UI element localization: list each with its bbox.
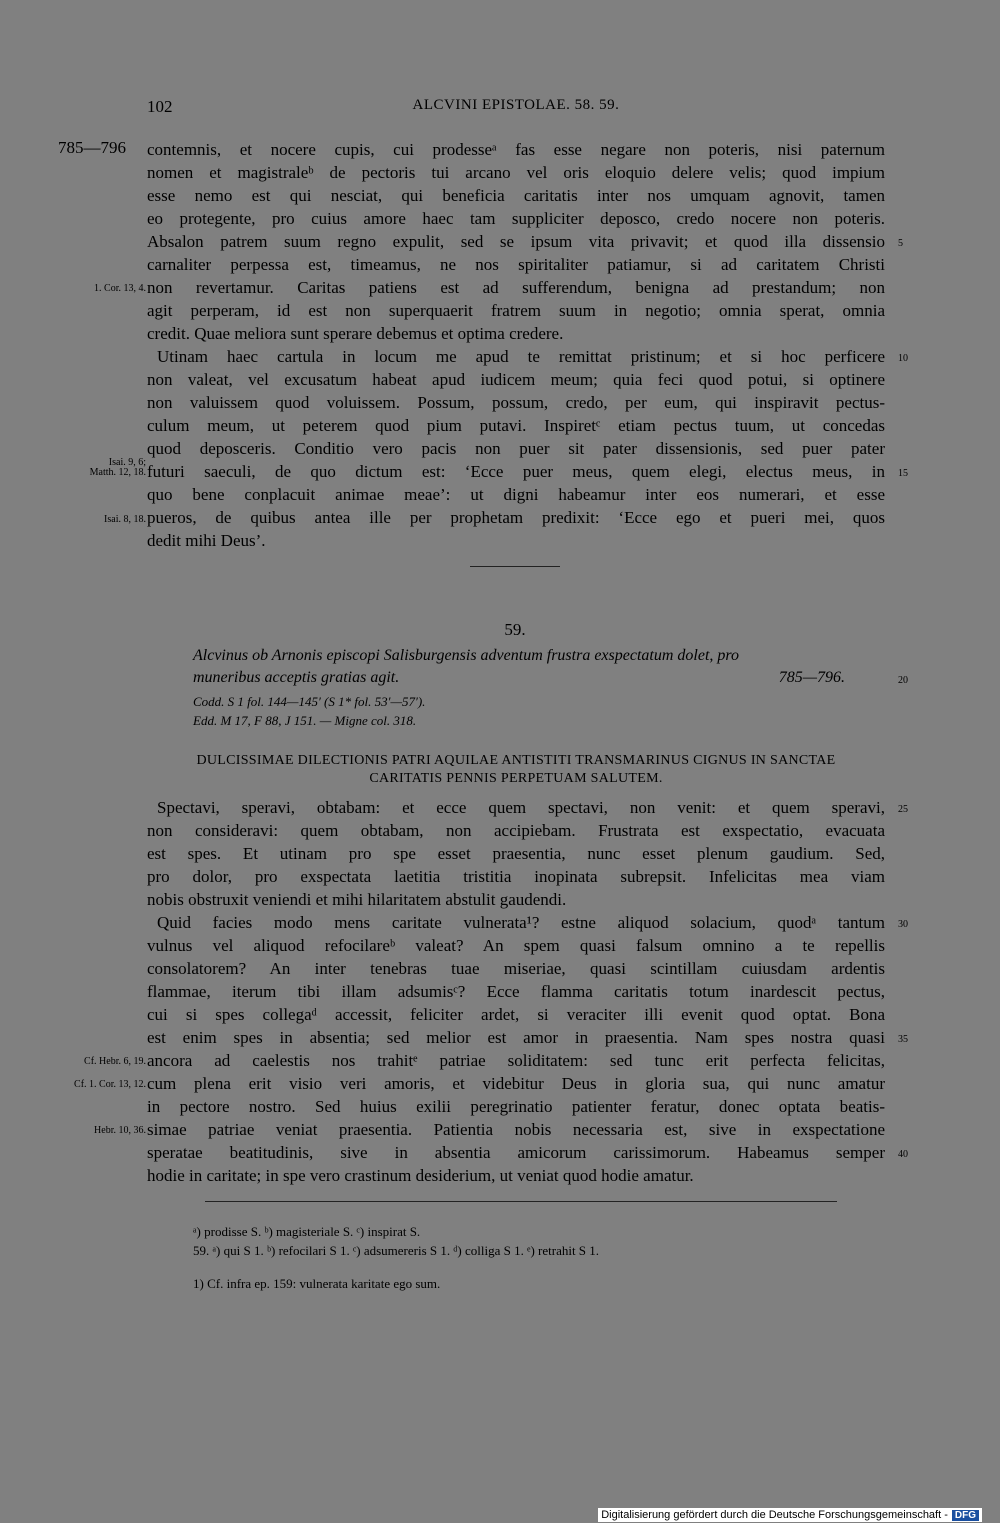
text-line: Quid facies modo mens caritate vulnerata¹? estne aliquod solacium, quodᵃ tantum <box>157 913 885 932</box>
text-line: carnaliter perpessa est, timeamus, ne nos spiritaliter patiamur, si ad caritatem Christi <box>147 255 885 274</box>
summary-date: 785—796. <box>778 669 845 686</box>
margin-reference: Isai. 8, 18. <box>104 514 146 525</box>
margin-reference: Cf. Hebr. 6, 19. <box>84 1056 146 1067</box>
footnote-line: 59. ᵃ) qui S 1. ᵇ) refocilari S 1. ᶜ) adsumereris S 1. ᵈ) colliga S 1. ᵉ) retrahit S 1. <box>193 1243 600 1258</box>
dfg-logo: DFG <box>952 1510 979 1521</box>
summary-text: muneribus acceptis gratias agit. <box>193 669 400 686</box>
text-line: est spes. Et utinam pro spe esset praesentia, nunc esset plenum gaudium. Sed, <box>147 844 885 863</box>
margin-reference: Cf. 1. Cor. 13, 12. <box>74 1079 146 1090</box>
text-line: non valeat, vel excusatum habeat apud iudicem meum; quia feci quod potui, si optinere <box>147 370 885 389</box>
text-line: non consideravi: quem obtabam, non accipiebam. Frustrata est exspectatio, evacuata <box>147 821 885 840</box>
epistle-summary: Alcvinus ob Arnonis episcopi Salisburgensis adventum frustra exspectatum dolet, pro <box>193 647 740 664</box>
text-line: dedit mihi Deus’. <box>147 531 266 550</box>
line-number: 40 <box>898 1149 908 1160</box>
text-line: contemnis, et nocere cupis, cui prodesseᵃ fas esse negare non poteris, nisi paternum <box>147 140 885 159</box>
text-line: vulnus vel aliquod refocilareᵇ valeat? An spem quasi falsum omnino a te repellis <box>147 936 885 955</box>
dfg-credit <box>598 1508 982 1522</box>
margin-reference: Isai. 9, 6; <box>108 457 146 468</box>
epistle-summary-cont <box>193 667 885 689</box>
text-line: consolatorem? An inter tenebras tuae miseriae, quasi scintillam cuiusdam ardentis <box>147 959 885 978</box>
text-line: simae patriae veniat praesentia. Patientia nobis necessaria est, sive in exspectatione <box>147 1120 885 1139</box>
text-line: pro dolor, pro exspectata laetitia tristitia inopinata subrepsit. Infelicitas mea viam <box>147 867 885 886</box>
text-line: esse nemo est qui nesciat, qui beneficia caritatis inter nos umquam agnovit, tamen <box>147 186 885 205</box>
line-number: 25 <box>898 804 908 815</box>
page-number: 102 <box>147 97 173 116</box>
line-number: 20 <box>898 675 908 686</box>
text-line: culum meum, ut peterem quod pium putavi. Inspiretᶜ etiam pectus tuum, ut concedas <box>147 416 885 435</box>
text-line: cui si spes collegaᵈ accessit, feliciter ardet, si veraciter illi evenit quod optat. Bona <box>147 1005 885 1024</box>
line-number: 35 <box>898 1034 908 1045</box>
text-line: speratae beatitudinis, sive in absentia amicorum carissimorum. Habeamus semper <box>147 1143 885 1162</box>
text-line: quod deposceris. Conditio vero pacis non puer sit pater dissensionis, sed puer pater <box>147 439 885 458</box>
text-line: futuri saeculi, de quo dictum est: ‘Ecce puer meus, quem elegi, electus meus, in <box>147 462 885 481</box>
running-title: ALCVINI EPISTOLAE. 58. 59. <box>412 97 620 113</box>
address-line: CARITATIS PENNIS PERPETUAM SALUTEM. <box>369 771 663 786</box>
section-divider <box>470 566 560 569</box>
text-line: est enim spes in absentia; sed melior est amor in praesentia. Nam spes nostra quasi <box>147 1028 885 1047</box>
text-line: quo bene conplacuit animae meae’: ut digni habeamur inter eos numerari, et esse <box>147 485 885 504</box>
text-line: cum plena erit visio veri amoris, et videbitur Deus in gloria sua, qui nunc amatur <box>147 1074 885 1093</box>
text-line: credit. Quae meliora sunt sperare debemus et optima credere. <box>147 324 564 343</box>
address-line: DULCISSIMAE DILECTIONIS PATRI AQUILAE ANTISTITI TRANSMARINUS CIGNUS IN SANCTAE <box>196 753 836 768</box>
text-line: in pectore nostro. Sed huius exilii peregrinatio patienter feratur, donec optata beatis- <box>147 1097 885 1116</box>
text-line: Utinam haec cartula in locum me apud te remittat pristinum; et si hoc perficere <box>157 347 885 366</box>
margin-date: 785—796 <box>58 138 126 157</box>
text-line: non valuissem quod voluissem. Possum, possum, credo, per eum, qui inspiravit pectus- <box>147 393 885 412</box>
text-line: ancora ad caelestis nos trahitᵉ patriae soliditatem: sed tunc erit perfecta felicitas, <box>147 1051 885 1070</box>
line-number: 5 <box>898 238 903 249</box>
text-line: nomen et magistraleᵇ de pectoris tui arcano vel oris eloquio delere velis; quod impium <box>147 163 885 182</box>
text-line: pueros, de quibus antea ille per prophetam predixit: ‘Ecce ego et pueri mei, quos <box>147 508 885 527</box>
editions-line: Edd. M 17, F 88, J 151. — Migne col. 318. <box>193 713 417 728</box>
text-line: agit perperam, id est non superquaerit fratrem suum in negotio; omnia sperat, omnia <box>147 301 885 320</box>
footnote-rule <box>205 1201 837 1202</box>
margin-reference: Matth. 12, 18. <box>89 467 146 478</box>
text-line: Spectavi, speravi, obtabam: et ecce quem spectavi, non venit: et quem speravi, <box>157 798 885 817</box>
line-number: 30 <box>898 919 908 930</box>
margin-reference: Hebr. 10, 36. <box>94 1125 146 1136</box>
footnote-line: 1) Cf. infra ep. 159: vulnerata karitate ego sum. <box>193 1276 441 1291</box>
text-line: eo protegente, pro cuius amore haec tam suppliciter deposco, credo nocere non poteris. <box>147 209 885 228</box>
margin-reference: 1. Cor. 13, 4. <box>94 283 146 294</box>
footnote-line: ᵃ) prodisse S. ᵇ) magisteriale S. ᶜ) inspirat S. <box>193 1224 421 1239</box>
text-line: flammae, iterum tibi illam adsumisᶜ? Ecce flamma caritatis totum inardescit pectus, <box>147 982 885 1001</box>
dfg-credit-text: Digitalisierung gefördert durch die Deutsche Forschungsgemeinschaft - <box>601 1509 948 1521</box>
text-line: hodie in caritate; in spe vero crastinum desiderium, ut veniat quod hodie amatur. <box>147 1166 694 1185</box>
codices-line: Codd. S 1 fol. 144—145′ (S 1* fol. 53′—57′). <box>193 694 426 709</box>
text-line: nobis obstruxit veniendi et mihi hilaritatem abstulit gaudendi. <box>147 890 567 909</box>
page-header <box>147 97 885 121</box>
line-number: 15 <box>898 468 908 479</box>
text-line: Absalon patrem suum regno expulit, sed se ipsum vita privavit; et quod illa dissensio <box>147 232 885 251</box>
line-number: 10 <box>898 353 908 364</box>
text-line: non revertamur. Caritas patiens est ad sufferendum, benigna ad prestandum; non <box>147 278 885 297</box>
epistle-number: 59. <box>504 620 526 639</box>
